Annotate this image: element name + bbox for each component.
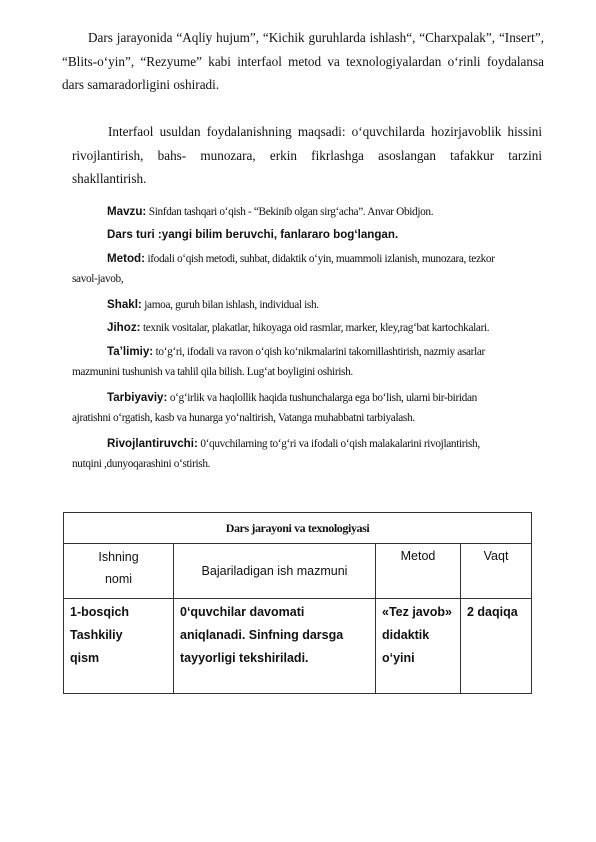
- field-value-cont: savol-javob,: [72, 273, 124, 285]
- field-value-cont: mazmunini tushunish va tahlil qila bilish. Lug‘at boyligini oshirish.: [72, 366, 353, 378]
- field-metod: [72, 249, 547, 289]
- field-dars-turi: [72, 225, 547, 245]
- field-label: Dars turi :yangi bilim beruvchi, fanlararo bog‘langan.: [107, 228, 399, 241]
- table-row: [64, 599, 532, 694]
- field-label: Jihoz:: [107, 321, 141, 334]
- field-talimiy: [72, 342, 547, 382]
- cell-metod: «Tez javob» didaktik o‘yini: [376, 599, 461, 694]
- field-jihoz: [72, 318, 547, 338]
- field-label: Tarbiyaviy:: [107, 391, 168, 404]
- header-ishning-nomi: Ishning nomi: [64, 544, 174, 599]
- lesson-plan-table: [63, 512, 532, 694]
- field-label: Mavzu:: [107, 205, 147, 218]
- field-label: Rivojlantiruvchi:: [107, 437, 198, 450]
- field-value-cont: nutqini ,dunyoqarashini o‘stirish.: [72, 458, 211, 470]
- header-ish-mazmuni: Bajariladigan ish mazmuni: [174, 544, 376, 599]
- field-value: o‘g‘irlik va haqlollik haqida tushunchalarga ega bo‘lish, ularni bir-biridan: [167, 392, 477, 404]
- table-title: Dars jarayoni va texnologiyasi: [64, 513, 532, 544]
- field-value: 0‘quvchilarning to‘g‘ri va ifodali o‘qish malakalarini rivojlantirish,: [197, 438, 480, 450]
- field-value: texnik vositalar, plakatlar, hikoyaga oid rasmlar, marker, kley,rag‘bat kartochkalari.: [140, 322, 490, 334]
- field-tarbiyaviy: [72, 388, 547, 428]
- table-header-row: [64, 544, 532, 599]
- field-label: Metod:: [107, 252, 145, 265]
- cell-vaqt: 2 daqiqa: [461, 599, 532, 694]
- header-metod: Metod: [376, 544, 461, 599]
- intro-paragraph-2: Interfaol usuldan foydalanishning maqsadi: o‘quvchilarda hozirjavoblik hissini rivojlantirish, bahs- munozara, erkin fikrlashga asoslangan tafakkur tarzini shakllantirish.: [72, 124, 542, 186]
- field-label: Ta’limiy:: [107, 345, 154, 358]
- cell-ishning-nomi: 1-bosqich Tashkiliy qism: [64, 599, 174, 694]
- field-rivojlantiruvchi: [72, 434, 547, 474]
- intro-paragraph-1: Dars jarayonida “Aqliy hujum”, “Kichik guruhlarda ishlash“, “Charxpalak”, “Insert”, “Blits-o‘yin”, “Rezyume” kabi interfaol metod va texnologiyalardan o‘rinli foydalansa dars samaradorligini oshiradi.: [62, 30, 544, 92]
- table-title-row: [64, 513, 532, 544]
- field-value: jamoa, guruh bilan ishlash, individual ish.: [141, 299, 319, 311]
- field-mavzu: [72, 202, 547, 222]
- cell-ish-mazmuni: 0‘quvchilar davomati aniqlanadi. Sinfning darsga tayyorligi tekshiriladi.: [174, 599, 376, 694]
- field-value-cont: ajratishni o‘rgatish, kasb va hunarga yo‘naltirish, Vatanga muhabbatni tarbiyalash.: [72, 412, 415, 424]
- field-value: ifodali o‘qish metodi, suhbat, didaktik o‘yin, muammoli izlanish, munozara, tezkor: [145, 253, 495, 265]
- field-shakl: [72, 295, 547, 315]
- field-value: Sinfdan tashqari o‘qish - “Bekinib olgan sirg‘acha”. Anvar Obidjon.: [146, 206, 434, 218]
- header-vaqt: Vaqt: [461, 544, 532, 599]
- field-value: to‘g‘ri, ifodali va ravon o‘qish ko‘nikmalarini takomillashtirish, nazmiy asarlar: [153, 346, 485, 358]
- field-label: Shakl:: [107, 298, 142, 311]
